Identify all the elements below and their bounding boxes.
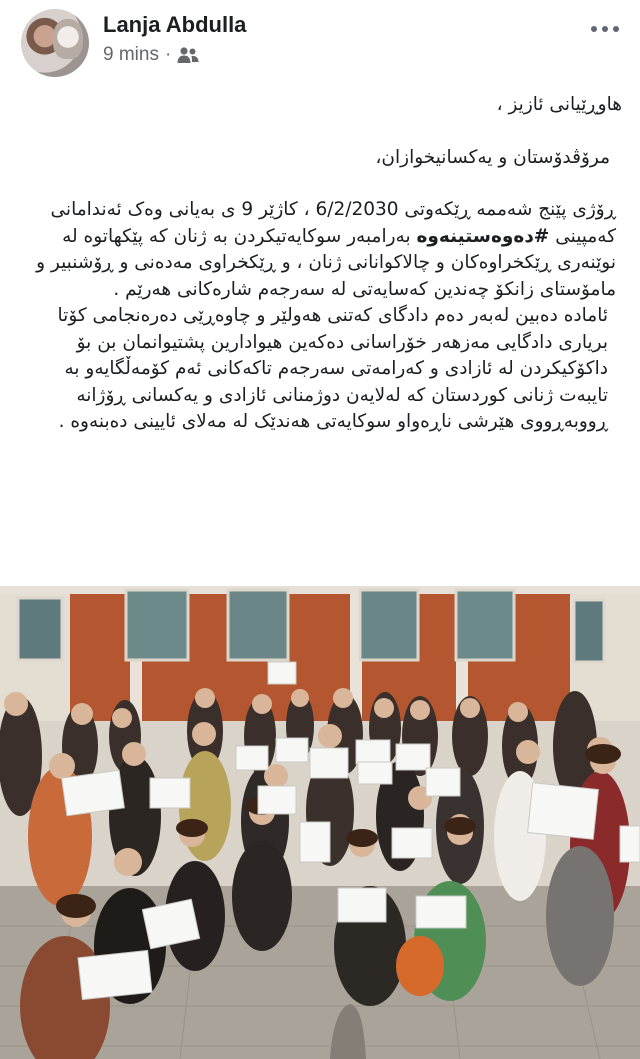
meta-separator: · bbox=[164, 44, 172, 65]
group-photo-illustration bbox=[0, 586, 640, 1059]
avatar-cat-figure bbox=[53, 19, 83, 59]
paragraph1-before-hashtag: ڕۆژی پێنج شەممە ڕێکەوتی 6/2/2030 ، کاژێر 9 ی بەیانی وەک ئەندامانی کەمپینی bbox=[50, 199, 616, 247]
post-timestamp[interactable]: 9 mins bbox=[103, 44, 159, 65]
author-avatar[interactable] bbox=[21, 9, 89, 77]
post-address: مرۆڤدۆستان و یەکسانیخوازان، bbox=[375, 146, 610, 168]
post-meta bbox=[103, 44, 199, 66]
post-photo[interactable] bbox=[0, 586, 640, 1059]
campaign-hashtag-link[interactable]: #دەوەستینەوە bbox=[416, 225, 550, 247]
post-text bbox=[14, 82, 622, 436]
friends-icon[interactable] bbox=[177, 46, 199, 64]
post-paragraph-2: ئامادە دەبین لەبەر دەم دادگای کەتنی هەولێر و چاوەڕێی دەرەنجامی کۆتا بریاری دادگایی مەزهەر خۆراسانی دەکەین هیوادارین پشتیوانمان بن بۆ داکۆکیکردن لە ئازادی و کەرامەتی سەرجەم تاکەکانی ئەم کۆمەڵگایەو بە تایبەت ژنانی کوردستان کە لەلایەن دوژمنانی ئازادی و یەکسانی ڕۆژانە ڕووبەڕووی هێرشی ناڕەواو سوکایەتی هەندێک لە مەلای ئایینی دەبنەوە . bbox=[57, 305, 608, 432]
post-header bbox=[0, 0, 640, 80]
post-paragraph-1 bbox=[14, 197, 622, 303]
more-options-icon[interactable] bbox=[588, 14, 622, 44]
paragraph1-after-hashtag: بەرامبەر سوکایەتیکردن بە ژنان کە پێکهاتوە لە نوێنەری ڕێکخراوەکان و چالاکوانانی ژنان ، و ڕێکخراوی مەدەنی و ڕۆشنبیر و مامۆستای زانکۆ چەندین کەسایەتی لە سەرجەم شارەکانی هەرێم . bbox=[36, 225, 616, 300]
author-name[interactable]: Lanja Abdulla bbox=[103, 12, 247, 37]
post-greeting: هاوڕێیانی ئازیز ، bbox=[496, 94, 622, 115]
